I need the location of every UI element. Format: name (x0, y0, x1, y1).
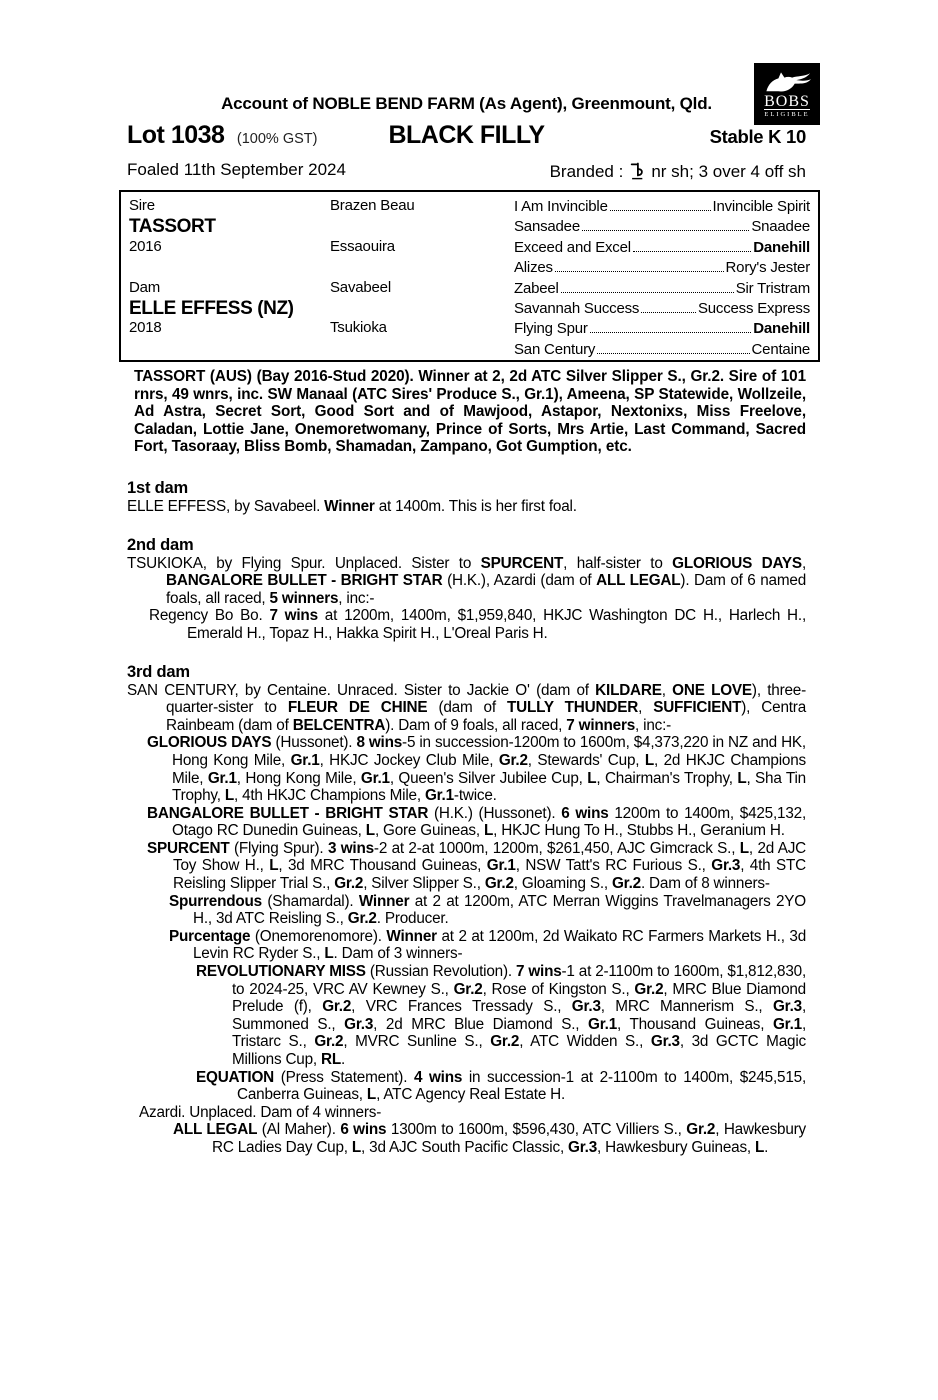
bold-text: 4 wins (413, 1068, 463, 1086)
text: ). Dam of 9 foals, all raced, (385, 716, 567, 734)
pedigree-paragraph (127, 1069, 806, 1104)
bold-text: Gr.1 (486, 857, 516, 875)
text: at 1400m. This is her first foal. (374, 497, 577, 515)
bold-text: BANGALORE BULLET - BRIGHT STAR (166, 572, 443, 590)
bold-text: L (737, 769, 747, 787)
pedigree-gen3-row (514, 340, 810, 360)
bold-text: ALL LEGAL (173, 1121, 258, 1139)
gen3-horse-name: Savannah Success (514, 299, 640, 317)
text: -5 in succession-1200m to 1600m, $4,373,220 in NZ and HK, Hong Kong Mile, (172, 734, 806, 769)
text: (dam of (427, 699, 507, 717)
text: ELLE EFFESS, by Savabeel. (127, 497, 325, 515)
text: (Hussonet). (271, 734, 357, 752)
text: -twice. (453, 787, 497, 805)
text: , Hawkesbury Guineas, (597, 1138, 756, 1156)
bobs-logo-subtext: ELIGIBLE (764, 111, 810, 118)
text: (Onemorenomore). (250, 927, 387, 945)
bold-text: 6 wins (561, 804, 609, 822)
bold-text: L (351, 1138, 362, 1156)
bold-text: L (483, 822, 494, 840)
text: , Queen's Silver Jubilee Cup, (389, 769, 588, 787)
pedigree-paragraph (127, 893, 806, 928)
bold-text: TASSORT (AUS) (Bay 2016-Stud 2020). Winner at 2, 2d ATC Silver Slipper S., Gr.2. Sire of 101 rnrs, 49 wnrs, inc. SW Manaal (ATC Sires' Produce S., Gr.1), Ameena, SP Statewide, Wollzeile, Ad Astra, Secret Sort, Good Sort and of Mawjood, Astapor, Nextonixs, Miss Freelove, Caladan, Lottie Jane, Onemoretwomany, Prince of Sorts, Mrs Artie, Last Command, Sacred Fort, Tasoraay, Bliss Bomb, Shamadan, Zampano, Got Gumption, etc. (134, 368, 806, 456)
bold-text: SPURCENT (147, 839, 230, 857)
bold-text: 7 winners (566, 716, 636, 734)
text: , Tristarc S., (232, 1015, 806, 1051)
gen3-ancestor-name: Success Express (697, 299, 810, 317)
text: , Hong Kong Mile, (236, 769, 361, 787)
pedigree-table (119, 190, 820, 362)
bold-text: Gr.2 (322, 998, 352, 1016)
pedigree-paragraph (127, 555, 806, 608)
text: , 2d AJC Toy Show H., (173, 839, 806, 875)
text: 1200m to 1400m, $425,132, Otago RC Dunedin Guineas, (172, 804, 807, 840)
gen3-ancestor-name: Snaadee (751, 218, 810, 236)
bold-text: L (269, 857, 279, 875)
text: , 3d GCTC Magic Millions Cup, (232, 1033, 806, 1068)
text: -1 at 2-1100m to 1600m, $1,812,830, to 2024-25, VRC AV Kewney S., (232, 963, 806, 998)
text: , Stewards' Cup, (527, 751, 645, 769)
pedigree-gen3-row (514, 319, 810, 339)
text: , (638, 699, 654, 717)
text: , ATC Widden S., (519, 1033, 651, 1051)
pedigree-paragraph (127, 840, 806, 893)
bold-text: Gr.2 (314, 1033, 344, 1051)
text: (Press Statement). (274, 1068, 414, 1086)
text: , VRC Frances Tressady S., (351, 998, 572, 1016)
pedigree-gen3-row (514, 258, 810, 278)
bold-text: Gr.3 (571, 998, 601, 1016)
bold-text: Winner (358, 892, 410, 910)
dam-role-label: Dam (129, 278, 161, 296)
bold-text: Gr.1 (290, 751, 320, 769)
lot-row (127, 120, 806, 152)
gen3-ancestor-name: Invincible Spirit (712, 198, 810, 215)
text: , half-sister to (563, 554, 673, 572)
bold-text: ONE LOVE (672, 681, 752, 699)
bold-text: Gr.1 (207, 769, 237, 787)
branded-label: Branded : (549, 161, 624, 181)
text: at 2 at 1200m, 2d Waikato RC Farmers Markets H., 3d Levin RC Ryder S., (193, 927, 806, 963)
sire-year: 2016 (129, 237, 162, 255)
text: , MRC Mannerism S., (600, 998, 773, 1016)
pedigree-gen3-row (514, 197, 810, 217)
text: , Gloaming S., (513, 875, 612, 893)
bold-text: Gr.2 (347, 910, 377, 928)
text: , 3d MRC Thousand Guineas, (278, 857, 487, 875)
text: -2 at 2-at 1000m, 1200m, $261,450, AJC Gimcrack S., (373, 839, 740, 857)
bold-text: RL (321, 1051, 342, 1068)
text: , 2d MRC Blue Diamond S., (373, 1015, 589, 1033)
text: (H.K.) (Hussonet). (428, 804, 562, 822)
bold-text: Gr.2 (490, 1033, 520, 1051)
bold-text: Gr.3 (344, 1015, 374, 1033)
pedigree-paragraph (127, 928, 806, 963)
gen3-ancestor-name: Rory's Jester (725, 259, 810, 277)
bold-text: L (587, 769, 597, 787)
pedigree-gen3-row (514, 217, 810, 237)
bold-text: L (365, 822, 375, 840)
horse-title: BLACK FILLY (388, 121, 545, 149)
dam-name: ELLE EFFESS (NZ) (129, 297, 294, 319)
bold-text: ALL LEGAL (596, 572, 681, 590)
bold-text: Gr.1 (424, 787, 454, 805)
bold-text: Gr.2 (611, 875, 641, 893)
text: , HKJC Hung To H., Stubbs H., Geranium H. (493, 822, 785, 840)
pedigree-paragraph (127, 805, 806, 840)
bold-text: L (755, 1138, 765, 1156)
body-text (127, 368, 806, 1157)
bold-text: L (366, 1086, 377, 1104)
text: , NSW Tatt's RC Furious S., (515, 857, 712, 875)
gen3-horse-name: San Century (514, 340, 596, 358)
leader-dots (561, 292, 734, 293)
pedigree-gen3-row (514, 279, 810, 299)
text: , Summoned S., (232, 998, 806, 1033)
gst-note: (100% GST) (236, 131, 318, 147)
dam-heading: 3rd dam (127, 662, 190, 681)
text: 1300m to 1600m, $596,430, ATC Villiers S., (386, 1121, 687, 1139)
text: ). Dam of 6 named foals, all raced, (166, 572, 807, 607)
text: , 3d AJC South Pacific Classic, (361, 1138, 569, 1156)
dam-year: 2018 (129, 319, 162, 337)
dam-heading: 2nd dam (127, 535, 194, 554)
sire-role-label: Sire (129, 197, 155, 214)
bold-text: BELCENTRA (292, 716, 386, 734)
gen3-ancestor-name: Danehill (753, 238, 810, 256)
bold-text: BANGALORE BULLET - BRIGHT STAR (147, 804, 429, 822)
text: TSUKIOKA, by Flying Spur. Unplaced. Sister to (127, 554, 481, 572)
bold-text: Gr.2 (453, 980, 483, 998)
bold-text: SPURCENT (480, 554, 564, 572)
text: , (661, 681, 673, 699)
bold-text: EQUATION (196, 1068, 274, 1086)
leader-dots (582, 230, 749, 231)
gen3-horse-name: Exceed and Excel (514, 238, 631, 256)
pedigree-gen3-row (514, 299, 810, 319)
text: , Hawkesbury RC Ladies Day Cup, (212, 1121, 806, 1156)
text: . (341, 1051, 346, 1068)
text: at 2 at 1200m, ATC Merran Wiggins Travelmanagers 2YO H., 3d ATC Reisling S., (193, 892, 806, 928)
bold-text: 3 wins (327, 839, 374, 857)
text: , inc:- (635, 716, 672, 734)
bold-text: Gr.2 (498, 751, 528, 769)
text: , Gore Guineas, (374, 822, 484, 840)
text: , ATC Agency Real Estate H. (376, 1086, 566, 1104)
bold-text: Gr.2 (686, 1121, 716, 1139)
sire-summary-paragraph (127, 368, 806, 456)
bold-text: GLORIOUS DAYS (147, 734, 272, 752)
dam-sire: Savabeel (330, 278, 391, 296)
bold-text: 7 wins (269, 607, 318, 625)
text: . (764, 1138, 769, 1156)
dam-dam: Tsukioka (330, 319, 387, 337)
text: Azardi. Unplaced. Dam of 4 winners- (139, 1103, 382, 1121)
bold-text: Gr.2 (334, 875, 364, 893)
leader-dots (597, 353, 749, 354)
bold-text: Purcentage (169, 927, 251, 945)
bold-text: 6 wins (340, 1121, 387, 1139)
gen3-horse-name: I Am Invincible (514, 198, 608, 215)
text: , MVRC Sunline S., (343, 1033, 491, 1051)
pedigree-gen3-row (514, 238, 810, 258)
bold-text: 7 wins (515, 963, 562, 981)
text: , Silver Slipper S., (363, 875, 485, 893)
stable-label: Stable K 10 (709, 126, 806, 147)
gen3-horse-name: Flying Spur (514, 320, 588, 338)
bold-text: 5 winners (269, 589, 339, 607)
text: (H.K.), Azardi (dam of (442, 572, 597, 590)
bold-text: Gr.1 (588, 1015, 617, 1033)
pedigree-paragraph (127, 607, 806, 642)
text: . Producer. (376, 910, 449, 928)
bold-text: Spurrendous (169, 892, 262, 910)
text: , HKJC Jockey Club Mile, (319, 751, 499, 769)
text: Regency Bo Bo. (149, 607, 270, 625)
text: , 4th STC Reisling Slipper Trial S., (173, 857, 807, 893)
text: , (801, 554, 806, 572)
brand-mark-icon (629, 160, 645, 183)
lot-left (127, 121, 317, 150)
bold-text: Winner (386, 927, 437, 945)
foaled-row (127, 158, 806, 182)
text: (Flying Spur). (229, 839, 328, 857)
text: (Shamardal). (262, 892, 359, 910)
bold-text: 8 wins (356, 734, 403, 752)
lot-number: Lot 1038 (127, 121, 225, 149)
text: SAN CENTURY, by Centaine. Unraced. Sister to Jackie O' (dam of (127, 681, 596, 699)
bobs-logo-text: BOBS (764, 93, 810, 110)
text: , Rose of Kingston S., (482, 980, 635, 998)
pedigree-paragraph (127, 682, 806, 735)
pedigree-paragraph (127, 1121, 806, 1156)
bold-text: Gr.3 (568, 1138, 598, 1156)
dam-sections (127, 479, 806, 1157)
leader-dots (633, 251, 751, 252)
sire-dam: Essaouira (330, 237, 395, 255)
bold-text: Gr.1 (360, 769, 390, 787)
text: in succession-1 at 2-1100m to 1400m, $245,515, Canberra Guineas, (237, 1068, 807, 1104)
text: , 4th HKJC Champions Mile, (233, 787, 425, 805)
bold-text: L (644, 751, 654, 769)
bold-text: Gr.3 (650, 1033, 680, 1051)
bold-text: Gr.3 (772, 998, 802, 1016)
text: (Al Maher). (257, 1121, 341, 1139)
gen3-ancestor-name: Centaine (751, 340, 810, 358)
bold-text: KILDARE (595, 681, 662, 699)
gen3-horse-name: Alizes (514, 259, 553, 277)
bold-text: L (224, 787, 234, 805)
bold-text: L (324, 945, 334, 963)
bold-text: Gr.1 (772, 1015, 802, 1033)
gen3-ancestor-name: Sir Tristram (735, 279, 810, 297)
branded-description: nr sh; 3 over 4 off sh (651, 161, 806, 181)
gen3-horse-name: Zabeel (514, 279, 559, 297)
text: . Dam of 3 winners- (333, 945, 463, 963)
text: at 1200m, 1400m, $1,959,840, HKJC Washington DC H., Harlech H., Emerald H., Topaz H., Hakka Spirit H., L'Oreal Paris H. (187, 607, 807, 642)
text: , inc:- (338, 589, 375, 607)
text: ), Centra Rainbeam (dam of (166, 699, 807, 734)
foaled-date: Foaled 11th September 2024 (127, 160, 346, 179)
gen3-horse-name: Sansadee (514, 218, 580, 236)
text: , Chairman's Trophy, (596, 769, 738, 787)
leader-dots (610, 210, 711, 211)
leader-dots (641, 312, 696, 313)
bold-text: GLORIOUS DAYS (672, 554, 802, 572)
text: , Sha Tin Trophy, (172, 769, 806, 805)
bold-text: L (739, 839, 749, 857)
leader-dots (590, 332, 752, 333)
text: , Thousand Guineas, (617, 1015, 773, 1033)
bold-text: Winner (324, 497, 375, 515)
bold-text: Gr.2 (484, 875, 514, 893)
bold-text: FLEUR DE CHINE (287, 699, 428, 717)
bold-text: Gr.3 (711, 857, 741, 875)
bold-text: TULLY THUNDER (507, 699, 639, 717)
sire-name: TASSORT (129, 216, 216, 238)
pedigree-paragraph (127, 498, 806, 516)
text: (Russian Revolution). (365, 963, 516, 981)
horse-head-icon (759, 69, 815, 93)
text: . Dam of 8 winners- (640, 875, 770, 893)
bold-text: Gr.2 (634, 980, 664, 998)
branded-info (550, 160, 806, 183)
pedigree-paragraph (127, 734, 806, 804)
text: ), three-quarter-sister to (166, 681, 806, 717)
pedigree-paragraph (127, 1104, 806, 1122)
sire-sire: Brazen Beau (330, 197, 415, 214)
text: , 2d HKJC Champions Mile, (172, 751, 806, 787)
leader-dots (555, 271, 724, 272)
pedigree-paragraph (127, 963, 806, 1069)
account-line: Account of NOBLE BEND FARM (As Agent), Greenmount, Qld. (221, 94, 712, 113)
bold-text: SUFFICIENT (653, 699, 742, 717)
dam-heading: 1st dam (127, 478, 188, 497)
text: , MRC Blue Diamond Prelude (f), (232, 980, 806, 1016)
bold-text: REVOLUTIONARY MISS (196, 963, 366, 981)
sire-summary (127, 368, 806, 456)
gen3-ancestor-name: Danehill (753, 320, 810, 338)
